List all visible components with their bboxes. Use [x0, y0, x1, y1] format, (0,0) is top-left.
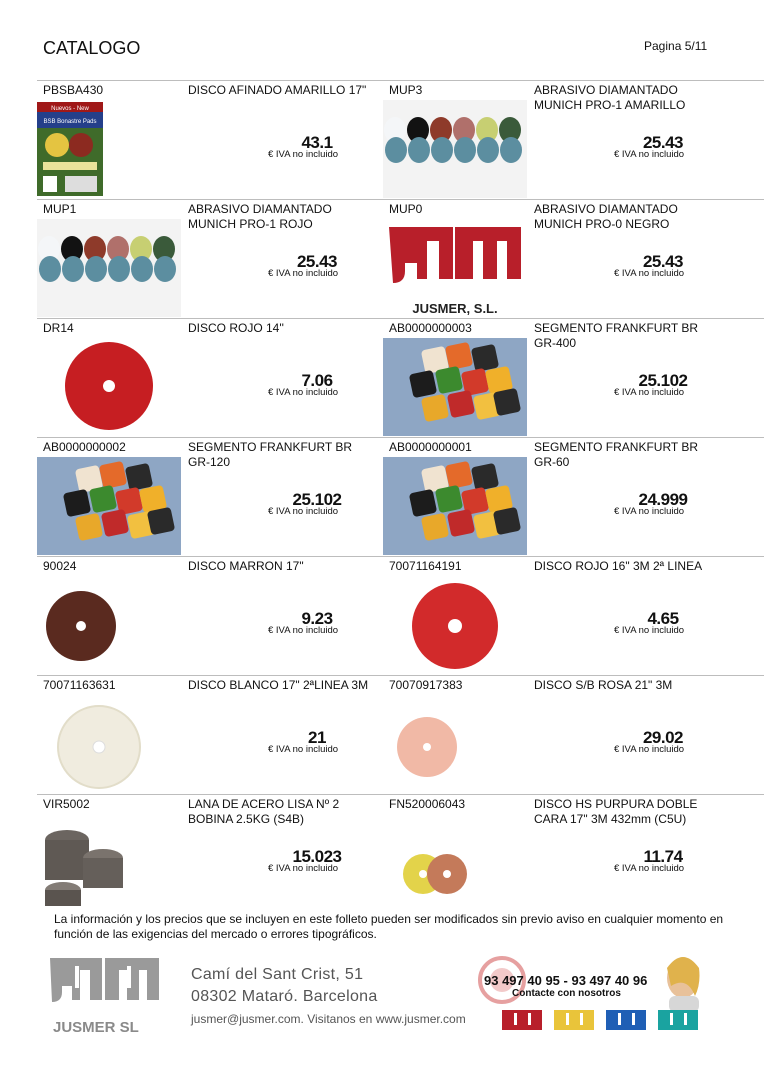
product-item	[383, 319, 728, 437]
product-code: MUP0	[389, 202, 423, 216]
product-image	[383, 338, 527, 436]
price-tax-note: € IVA no incluido	[268, 506, 339, 517]
product-price: 7.06	[301, 371, 333, 390]
price-tax-note: € IVA no incluido	[268, 863, 339, 874]
contact-label: Contacte con nosotros	[512, 988, 621, 999]
product-item	[37, 319, 382, 437]
product-item	[383, 676, 728, 794]
product-image	[383, 814, 527, 912]
price-tax-note: € IVA no incluido	[268, 149, 339, 160]
product-price: 29.02	[642, 728, 684, 747]
product-item	[383, 438, 728, 556]
catalog-row	[37, 318, 764, 437]
product-price: 21	[308, 728, 326, 747]
product-price: 43.1	[301, 133, 333, 152]
catalog-row	[37, 794, 764, 913]
product-description: DISCO S/B ROSA 21" 3M	[534, 678, 673, 692]
product-item	[383, 795, 728, 913]
product-image	[37, 695, 181, 793]
product-description: ABRASIVO DIAMANTADO MUNICH PRO-1 ROJO	[188, 202, 332, 231]
product-description: DISCO HS PURPURA DOBLE CARA 17" 3M 432mm (C5U)	[534, 797, 698, 826]
product-grid	[37, 80, 764, 913]
product-code: AB0000000001	[389, 440, 472, 454]
catalog-row	[37, 437, 764, 556]
price-tax-note: € IVA no incluido	[268, 268, 339, 279]
product-code: FN520006043	[389, 797, 466, 811]
price-tax-note: € IVA no incluido	[268, 387, 339, 398]
address-line-2: 08302 Mataró. Barcelona	[191, 988, 378, 1005]
catalog-row	[37, 675, 764, 794]
product-description: SEGMENTO FRANKFURT BR GR-400	[534, 321, 699, 350]
phone-numbers: 93 497 40 95 - 93 497 40 96	[484, 973, 648, 988]
price-tax-note: € IVA no incluido	[614, 744, 685, 755]
price-tax-note: € IVA no incluido	[614, 387, 685, 398]
product-image	[383, 100, 527, 198]
product-image	[383, 576, 527, 674]
product-code: 70071164191	[389, 559, 462, 573]
box-text-brand: BSB Bonastre Pads	[43, 119, 97, 125]
product-image	[37, 814, 181, 912]
price-tax-note: € IVA no incluido	[268, 744, 339, 755]
product-image	[37, 100, 181, 198]
product-code: DR14	[43, 321, 74, 335]
product-description: DISCO BLANCO 17" 2ªLINEA 3M	[188, 678, 369, 692]
product-description: LANA DE ACERO LISA Nº 2 BOBINA 2.5KG (S4B)	[188, 797, 340, 826]
company-address	[191, 964, 466, 1030]
page-number: Pagina 5/11	[644, 39, 708, 53]
price-tax-note: € IVA no incluido	[614, 863, 685, 874]
product-image	[37, 338, 181, 436]
jusmer-logo-text: JUSMER, S.L.	[412, 301, 498, 316]
product-code: 70070917383	[389, 678, 463, 692]
product-item	[37, 438, 382, 556]
jusmer-footer-logo	[47, 950, 162, 1038]
product-price: 25.43	[642, 252, 684, 271]
price-tax-note: € IVA no incluido	[268, 625, 339, 636]
email-web-line: jusmer@jusmer.com. Visitanos en www.jusmer.com	[191, 1012, 466, 1026]
product-description: DISCO AFINADO AMARILLO 17"	[188, 83, 367, 97]
product-image	[383, 219, 527, 317]
product-description: ABRASIVO DIAMANTADO MUNICH PRO-1 AMARILLO	[534, 83, 686, 112]
product-code: 70071163631	[43, 678, 116, 692]
product-image	[37, 457, 181, 555]
product-description: ABRASIVO DIAMANTADO MUNICH PRO-0 NEGRO	[534, 202, 678, 231]
product-price: 4.65	[647, 609, 679, 628]
product-price: 11.74	[643, 847, 683, 866]
product-code: AB0000000002	[43, 440, 126, 454]
product-code: VIR5002	[43, 797, 90, 811]
catalog-row	[37, 80, 764, 199]
catalog-row	[37, 199, 764, 318]
product-price: 15.023	[292, 847, 342, 866]
product-code: MUP1	[43, 202, 77, 216]
address-line-1: Camí del Sant Crist, 51	[191, 966, 364, 983]
product-description: SEGMENTO FRANKFURT BR GR-120	[188, 440, 353, 469]
product-code: AB0000000003	[389, 321, 472, 335]
product-code: MUP3	[389, 83, 423, 97]
product-item	[37, 795, 382, 913]
product-item	[37, 676, 382, 794]
product-description: SEGMENTO FRANKFURT BR GR-60	[534, 440, 699, 469]
product-price: 9.23	[301, 609, 333, 628]
product-price: 25.43	[642, 133, 684, 152]
product-description: DISCO MARRON 17"	[188, 559, 304, 573]
product-description: DISCO ROJO 14''	[188, 321, 284, 335]
product-image	[37, 576, 181, 674]
disclaimer-note: La información y los precios que se incluyen en este folleto pueden ser modificados sin previo aviso en cualquier momento en función de las exigencias del mercado o errores tipográficos.	[54, 912, 724, 941]
product-item	[383, 81, 728, 199]
product-image	[383, 695, 527, 793]
product-price: 25.102	[638, 371, 688, 390]
price-tax-note: € IVA no incluido	[614, 268, 685, 279]
product-item	[383, 557, 728, 675]
catalog-title: CATALOGO	[43, 38, 141, 58]
price-tax-note: € IVA no incluido	[614, 625, 685, 636]
box-text-new: Nuevos - New	[51, 106, 89, 112]
product-image	[383, 457, 527, 555]
product-code: 90024	[43, 559, 77, 573]
product-item	[37, 200, 382, 318]
price-tax-note: € IVA no incluido	[614, 506, 685, 517]
product-price: 24.999	[638, 490, 688, 509]
catalog-row	[37, 556, 764, 675]
product-description: DISCO ROJO 16" 3M 2ª LINEA	[534, 559, 703, 573]
footer-logo-text: JUSMER SL	[53, 1019, 139, 1036]
product-item	[37, 81, 382, 199]
product-image	[37, 219, 181, 317]
product-item	[37, 557, 382, 675]
price-tax-note: € IVA no incluido	[614, 149, 685, 160]
product-item	[383, 200, 728, 318]
product-price: 25.43	[296, 252, 338, 271]
product-price: 25.102	[292, 490, 342, 509]
product-code: PBSBA430	[43, 83, 104, 97]
